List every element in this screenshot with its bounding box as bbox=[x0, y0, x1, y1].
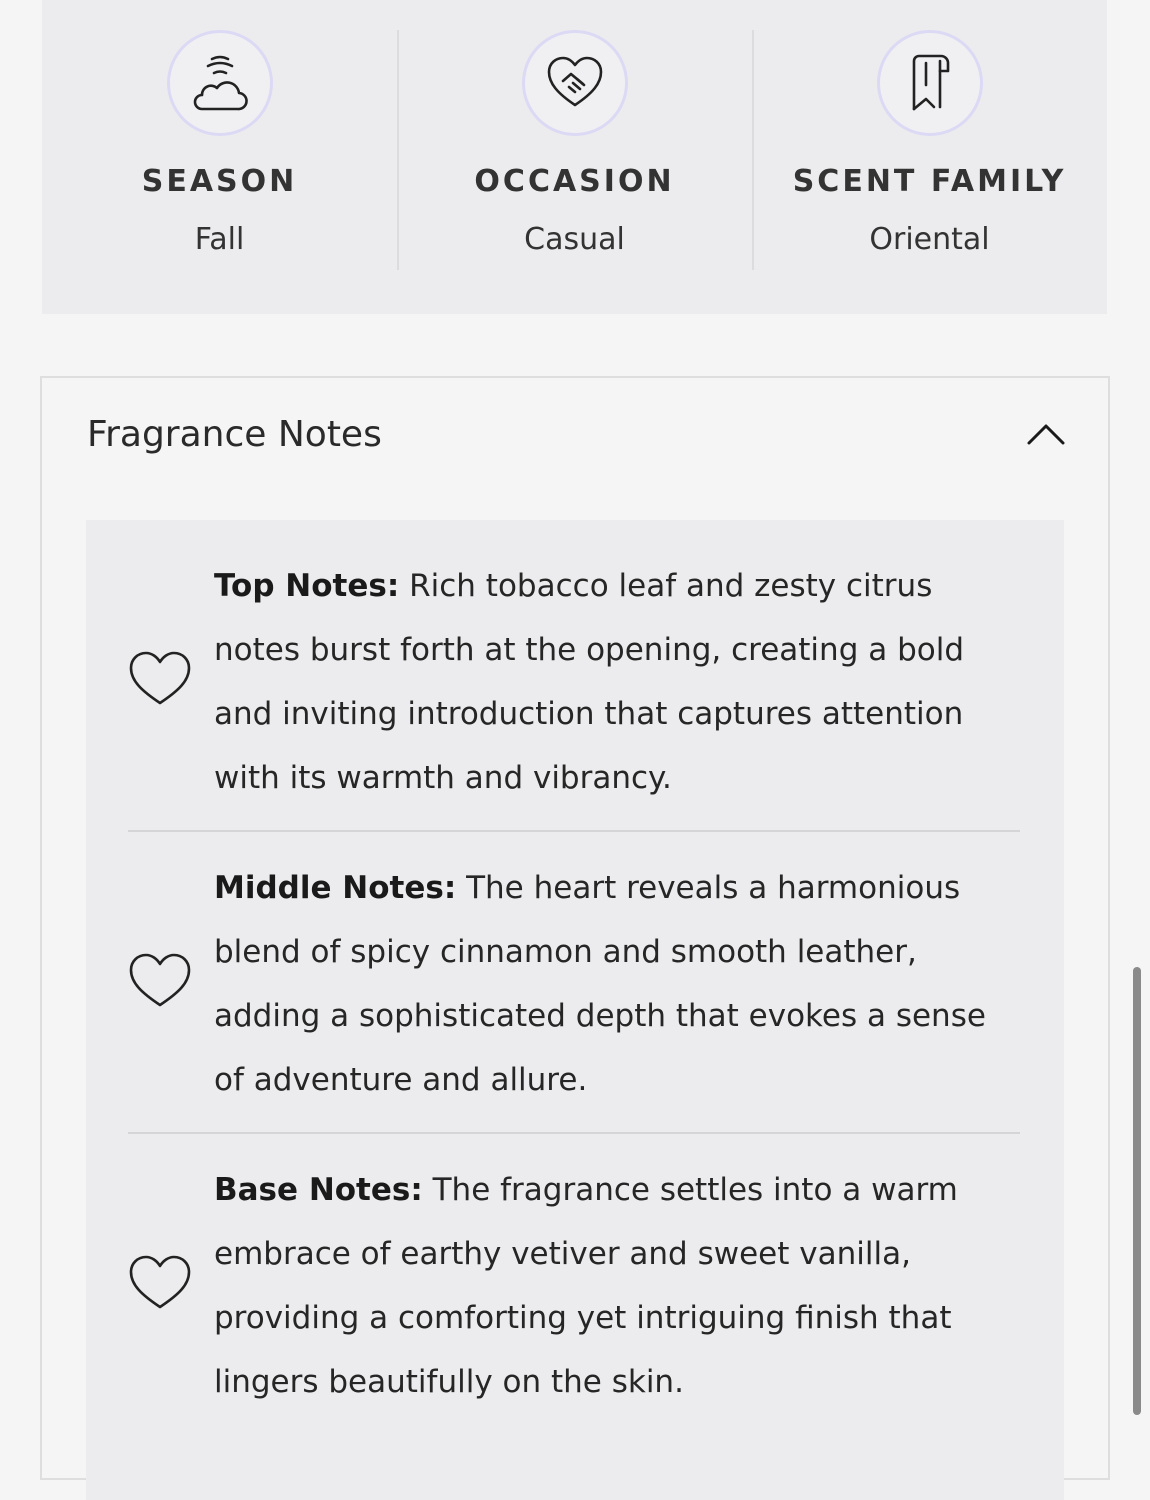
divider bbox=[128, 1132, 1020, 1134]
divider bbox=[128, 830, 1020, 832]
base-notes-label: Base Notes: bbox=[214, 1172, 423, 1208]
season-attribute bbox=[42, 0, 397, 314]
scrollbar[interactable] bbox=[1133, 967, 1141, 1415]
top-notes-label: Top Notes: bbox=[214, 568, 400, 604]
occasion-title: OCCASION bbox=[474, 164, 675, 199]
middle-notes-label: Middle Notes: bbox=[214, 870, 457, 906]
chevron-up-icon[interactable] bbox=[1026, 422, 1066, 446]
occasion-attribute bbox=[397, 0, 752, 314]
heart-icon bbox=[128, 952, 192, 1010]
occasion-value: Casual bbox=[524, 222, 625, 257]
fragrance-attributes bbox=[42, 0, 1107, 314]
top-notes-text: Rich tobacco leaf and zesty citrus notes burst forth at the opening, creating a bold and inviting introduction that captures attention with its warmth and vibrancy. bbox=[214, 568, 965, 796]
fragrance-notes-accordion bbox=[40, 376, 1110, 1480]
notes-list bbox=[86, 520, 1064, 1500]
accordion-title[interactable]: Fragrance Notes bbox=[87, 414, 382, 455]
heart-icon bbox=[128, 650, 192, 708]
scent-family-title: SCENT FAMILY bbox=[792, 164, 1067, 199]
season-value: Fall bbox=[194, 222, 245, 257]
bookmark-flag-icon bbox=[877, 30, 983, 136]
cloud-wind-icon bbox=[167, 30, 273, 136]
scent-family-value: Oriental bbox=[869, 222, 990, 257]
base-notes-text: The fragrance settles into a warm embrace of earthy vetiver and sweet vanilla, providing a comforting yet intriguing finish that lingers beautifully on the skin. bbox=[214, 1172, 958, 1400]
heart-icon bbox=[128, 1254, 192, 1312]
scent-family-attribute bbox=[752, 0, 1107, 314]
season-title: SEASON bbox=[141, 164, 298, 199]
middle-notes-text: The heart reveals a harmonious blend of spicy cinnamon and smooth leather, adding a sophisticated depth that evokes a sense of adventure and allure. bbox=[214, 870, 986, 1098]
handshake-heart-icon bbox=[522, 30, 628, 136]
